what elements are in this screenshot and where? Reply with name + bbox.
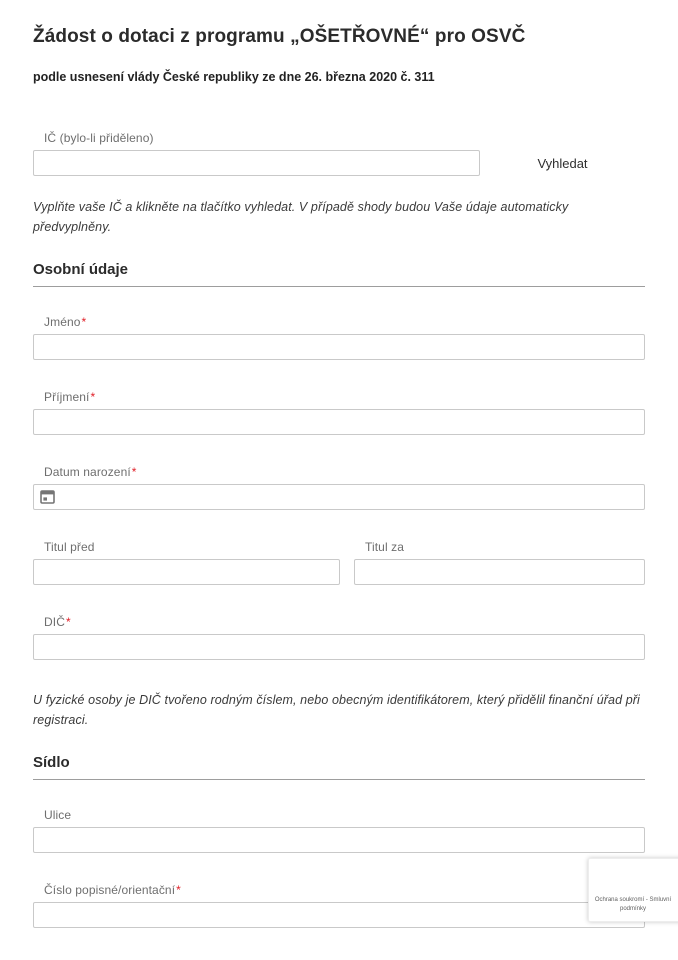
cislo-popisne-input[interactable] — [33, 902, 645, 928]
field-prijmeni — [33, 390, 645, 435]
jmeno-label — [33, 315, 645, 329]
ic-label — [33, 131, 645, 145]
ic-input[interactable] — [33, 150, 480, 176]
datum-narozeni-label — [33, 465, 645, 479]
required-asterisk: * — [131, 464, 137, 479]
required-asterisk: * — [65, 614, 71, 629]
field-dic — [33, 615, 645, 660]
ulice-label-text: Ulice — [44, 807, 72, 822]
dic-input[interactable] — [33, 634, 645, 660]
titul-row — [33, 540, 645, 585]
field-datum-narozeni — [33, 465, 645, 510]
field-titul-pred — [33, 540, 340, 585]
ulice-input[interactable] — [33, 827, 645, 853]
cislo-popisne-label — [33, 883, 645, 897]
datum-narozeni-input[interactable] — [33, 484, 645, 510]
prijmeni-input[interactable] — [33, 409, 645, 435]
field-jmeno — [33, 315, 645, 360]
ic-lookup-row — [33, 150, 645, 177]
titul-pred-input[interactable] — [33, 559, 340, 585]
field-ic — [33, 131, 645, 177]
jmeno-input[interactable] — [33, 334, 645, 360]
required-asterisk: * — [90, 389, 96, 404]
prijmeni-label — [33, 390, 645, 404]
dic-help-text: U fyzické osoby je DIČ tvořeno rodným číslem, nebo obecným identifikátorem, který přidělil finanční úřad při registraci. — [33, 692, 640, 727]
titul-za-label-text: Titul za — [365, 539, 405, 554]
recaptcha-badge[interactable] — [588, 858, 678, 922]
page-title: Žádost o dotaci z programu „OŠETŘOVNÉ“ pro OSVČ — [33, 26, 526, 47]
dic-label — [33, 615, 645, 629]
ulice-label — [33, 808, 645, 822]
prijmeni-label-text: Příjmení — [44, 389, 90, 404]
field-titul-za — [354, 540, 645, 585]
section-heading-address: Sídlo — [33, 754, 645, 780]
field-cislo-popisne — [33, 883, 645, 928]
cislo-popisne-label-text: Číslo popisné/orientační — [44, 882, 176, 897]
vyhledat-button[interactable]: Vyhledat — [480, 150, 645, 177]
ic-help-text: Vyplňte vaše IČ a klikněte na tlačítko vyhledat. V případě shody budou Vaše údaje automaticky předvyplněny. — [33, 199, 569, 234]
jmeno-label-text: Jméno — [44, 314, 81, 329]
titul-pred-label-text: Titul před — [44, 539, 95, 554]
titul-za-input[interactable] — [354, 559, 645, 585]
dic-label-text: DIČ — [44, 614, 65, 629]
required-asterisk: * — [81, 314, 87, 329]
field-ulice — [33, 808, 645, 853]
ic-label-text: IČ (bylo-li přiděleno) — [44, 130, 154, 145]
recaptcha-privacy-terms[interactable]: Ochrana soukromí - Smluvní podmínky — [594, 897, 672, 912]
page-subtitle: podle usnesení vlády České republiky ze dne 26. března 2020 č. 311 — [33, 69, 435, 84]
datum-narozeni-label-text: Datum narození — [44, 464, 131, 479]
required-asterisk: * — [176, 882, 181, 897]
titul-za-label — [354, 540, 645, 554]
section-heading-personal: Osobní údaje — [33, 261, 645, 287]
calendar-icon[interactable] — [40, 489, 55, 504]
titul-pred-label — [33, 540, 340, 554]
